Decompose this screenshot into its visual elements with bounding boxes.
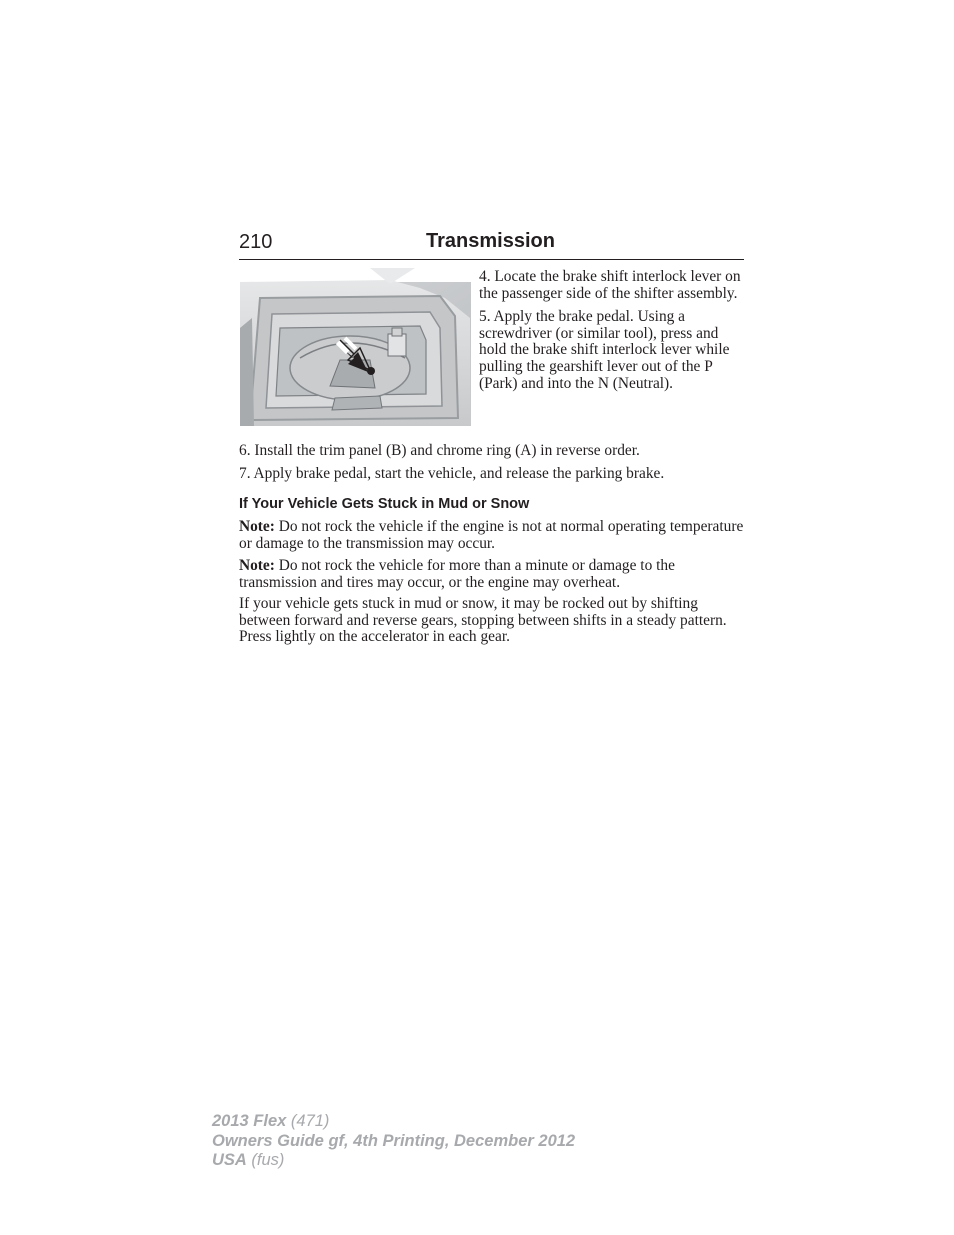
- footer-line-2: Owners Guide gf, 4th Printing, December 2012: [212, 1131, 576, 1150]
- footer-line-1: [212, 1112, 575, 1132]
- section-heading: If Your Vehicle Gets Stuck in Mud or Snow: [239, 496, 530, 512]
- step-4-text: 4. Locate the brake shift interlock lever on the passenger side of the shifter assembly.: [479, 268, 741, 302]
- step-6-text: 6. Install the trim panel (B) and chrome ring (A) in reverse order.: [239, 442, 640, 459]
- note-2: [239, 558, 749, 591]
- note-2-label: Note:: [239, 557, 275, 574]
- note-1-label: Note:: [239, 518, 275, 535]
- page-footer: [212, 1112, 575, 1171]
- note-1-text: Do not rock the vehicle if the engine is not at normal operating temperature or damage to the transmission may occur.: [239, 518, 744, 552]
- footer-model: 2013 Flex: [212, 1112, 287, 1130]
- stuck-paragraph: If your vehicle gets stuck in mud or snow, it may be rocked out by shifting between forward and reverse gears, stopping between shifts in a steady pattern. Press lightly on the accelerator in each gear.: [239, 595, 727, 646]
- page-number: 210: [239, 231, 273, 253]
- footer-market: USA: [212, 1151, 247, 1169]
- shifter-illustration-icon: [240, 268, 471, 426]
- right-column-steps: [479, 269, 747, 399]
- footer-line-3: [212, 1151, 575, 1171]
- page-title: Transmission: [426, 230, 555, 252]
- note-2-text: Do not rock the vehicle for more than a minute or damage to the transmission and tires may occur, or the engine may overheat.: [239, 557, 675, 591]
- step-5-text: 5. Apply the brake pedal. Using a screwdriver (or similar tool), press and hold the brake shift interlock lever while pulling the gearshift lever out of the P (Park) and into the N (Neutral).: [479, 308, 730, 392]
- footer-market-code: (fus): [246, 1151, 285, 1169]
- page-header: [239, 228, 744, 260]
- shifter-interlock-illustration: [240, 268, 471, 426]
- note-1: [239, 519, 749, 552]
- step-7-text: 7. Apply brake pedal, start the vehicle, and release the parking brake.: [239, 465, 665, 482]
- footer-model-code: (471): [286, 1112, 330, 1130]
